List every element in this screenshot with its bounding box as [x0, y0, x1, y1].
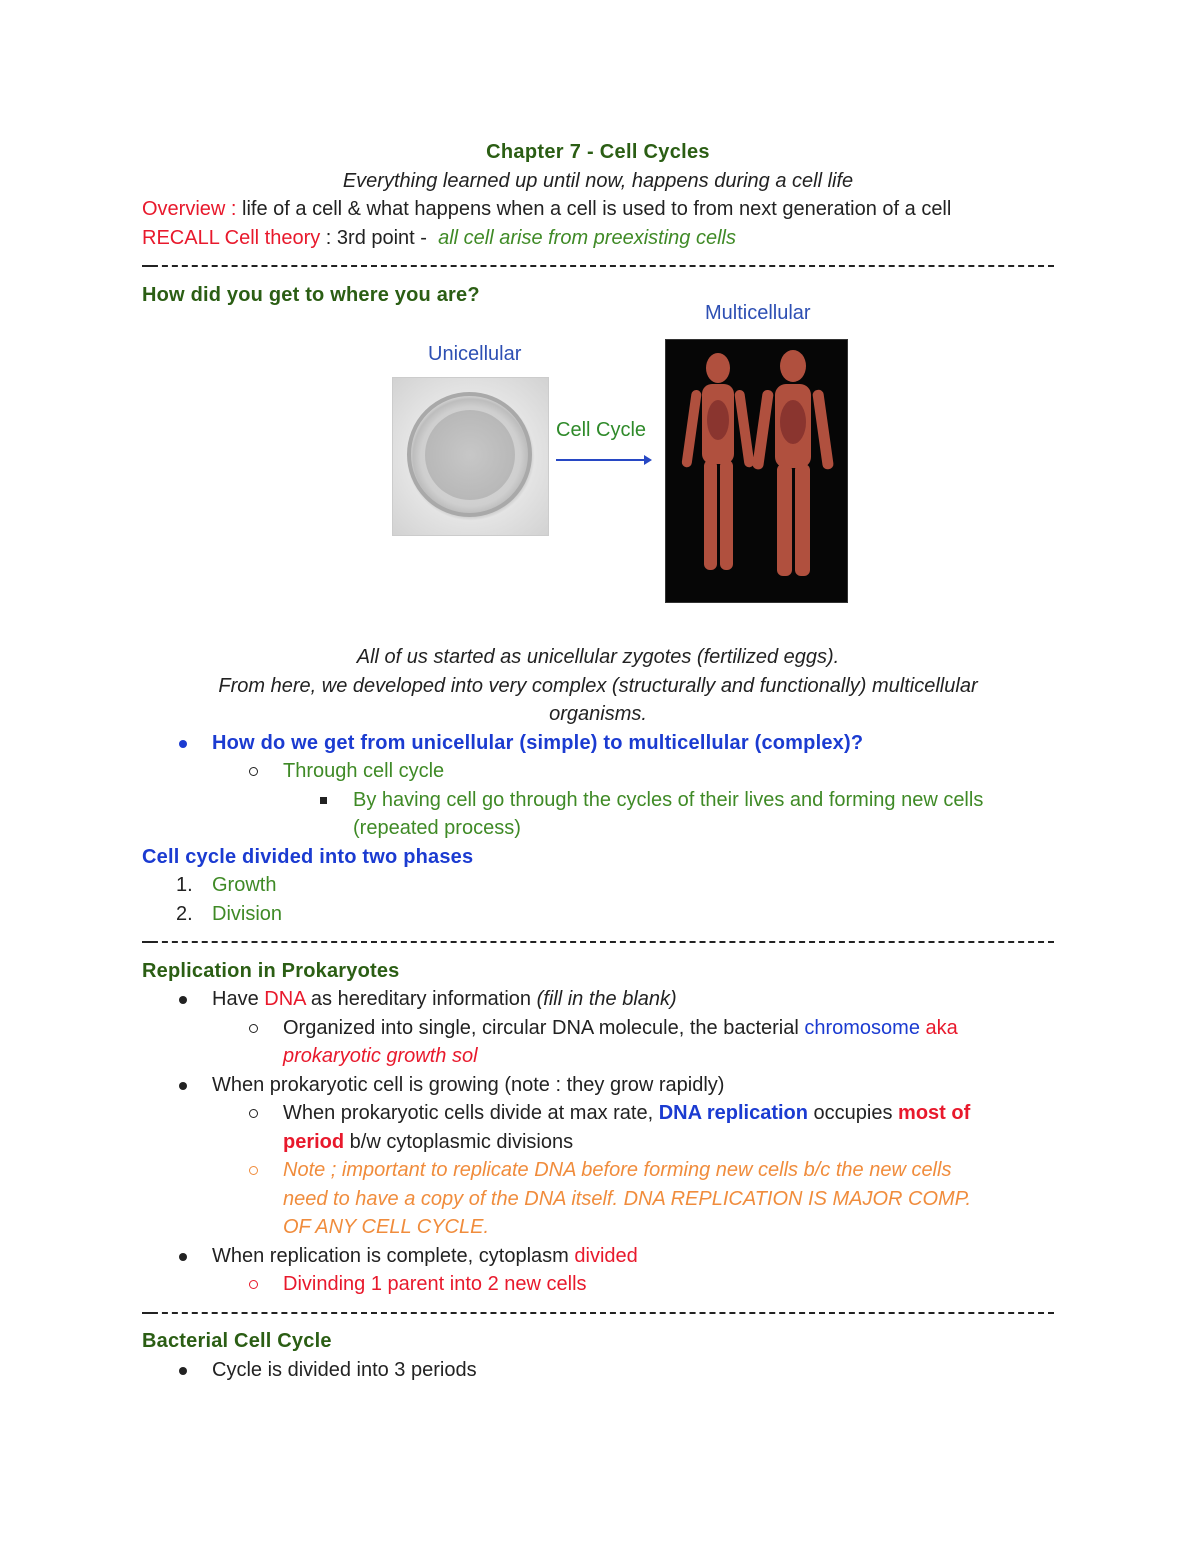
section-divider	[142, 928, 1054, 957]
human-anatomy-image	[665, 339, 848, 603]
list-item: Cycle is divided into 3 periods	[142, 1356, 1054, 1385]
section-heading-replication: Replication in Prokaryotes	[142, 959, 400, 982]
bullet-icon	[179, 1253, 187, 1261]
zygote-cytoplasm	[425, 410, 515, 500]
section-heading-bacterial: Bacterial Cell Cycle	[142, 1330, 332, 1352]
list-item: 2. Division	[142, 900, 1054, 929]
unicellular-label: Unicellular	[428, 343, 522, 365]
section-divider	[142, 252, 1054, 281]
list-item: 1. Growth	[142, 871, 1054, 900]
list-item: Have DNA as hereditary information (fill in the blank)	[142, 985, 1054, 1014]
list-item: Through cell cycle	[142, 757, 1054, 786]
section-divider	[142, 1299, 1054, 1328]
hollow-bullet-icon	[249, 767, 258, 776]
list-item-continued: OF ANY CELL CYCLE.	[283, 1216, 490, 1238]
document-page	[142, 138, 1054, 1384]
list-item: How do we get from unicellular (simple) to multicellular (complex)?	[142, 729, 1054, 758]
page-title: Chapter 7 - Cell Cycles	[486, 141, 710, 163]
multicellular-label: Multicellular	[705, 302, 811, 324]
recall-label: RECALL Cell theory	[142, 226, 321, 249]
list-item-continued: prokaryotic growth sol	[283, 1045, 478, 1067]
anatomy-illustration	[666, 340, 847, 602]
overview-label: Overview :	[142, 198, 237, 220]
figure-caption-1: All of us started as unicellular zygotes (fertilized eggs).	[356, 646, 840, 668]
square-bullet-icon	[320, 797, 327, 804]
list-item-continued: need to have a copy of the DNA itself. DNA REPLICATION IS MAJOR COMP.	[283, 1187, 972, 1210]
bullet-icon	[179, 996, 187, 1004]
bullet-icon	[179, 740, 187, 748]
hollow-bullet-icon	[249, 1280, 258, 1289]
overview-line	[142, 195, 1054, 224]
list-number: 2.	[176, 902, 193, 925]
list-item-continued: period b/w cytoplasmic divisions	[283, 1130, 574, 1153]
list-item: Note ; important to replicate DNA before forming new cells b/c the new cells	[142, 1156, 1054, 1185]
list-item-continued: (repeated process)	[353, 817, 521, 839]
list-item: By having cell go through the cycles of their lives and forming new cells	[142, 786, 1054, 815]
recall-line	[142, 224, 1054, 253]
overview-text: life of a cell & what happens when a cell is used to from next generation of a cell	[236, 198, 952, 220]
cell-cycle-figure	[142, 302, 1054, 643]
phases-heading: Cell cycle divided into two phases	[142, 845, 474, 868]
list-item: When prokaryotic cell is growing (note : they grow rapidly)	[142, 1071, 1054, 1100]
figure-caption-2: From here, we developed into very complex (structurally and functionally) multicellular	[218, 674, 978, 697]
list-number: 1.	[176, 874, 193, 896]
cell-cycle-label: Cell Cycle	[556, 419, 647, 441]
bullet-icon	[179, 1367, 187, 1375]
page-subtitle: Everything learned up until now, happens during a cell life	[342, 169, 854, 192]
hollow-bullet-icon	[249, 1109, 258, 1118]
list-item: Divinding 1 parent into 2 new cells	[142, 1270, 1054, 1299]
recall-point: all cell arise from preexisting cells	[438, 226, 736, 249]
recall-mid: : 3rd point -	[320, 226, 439, 249]
figure-caption-3: organisms.	[549, 703, 647, 725]
bullet-icon	[179, 1082, 187, 1090]
list-item: When replication is complete, cytoplasm divided	[142, 1242, 1054, 1271]
arrow-right-icon	[556, 459, 646, 461]
list-item: Organized into single, circular DNA molecule, the bacterial chromosome aka	[142, 1014, 1054, 1043]
hollow-bullet-icon	[249, 1024, 258, 1033]
list-item: When prokaryotic cells divide at max rate, DNA replication occupies most of	[142, 1099, 1054, 1128]
zygote-image	[392, 377, 549, 536]
hollow-bullet-icon	[249, 1166, 258, 1175]
section-heading-origin: How did you get to where you are?	[142, 283, 480, 306]
